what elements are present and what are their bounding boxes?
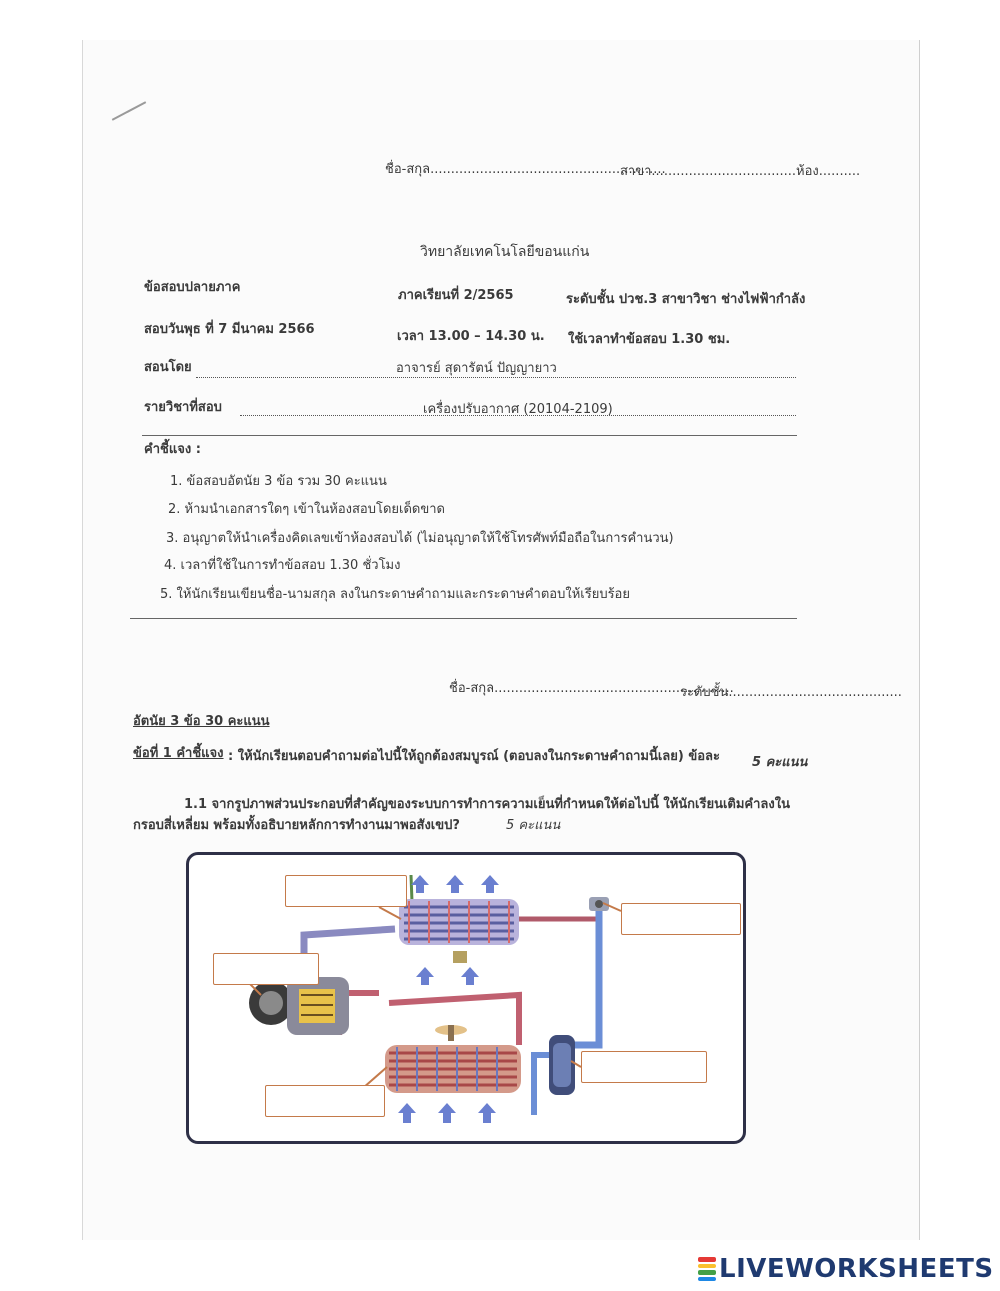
evaporator-coil	[385, 1045, 521, 1093]
question-1-1-line2: กรอบสี่เหลี่ยม พร้อมทั้งอธิบายหลักการทำงานมาพอสังเขป?	[133, 818, 460, 833]
question-1-1-line1: 1.1 จากรูปภาพส่วนประกอบที่สำคัญของระบบการทำการความเย็นที่กำหนดให้ต่อไปนี้ ให้นักเรียนเติมคำลงใน	[184, 797, 790, 812]
exam-duration: ใช้เวลาทำข้อสอบ 1.30 ชม.	[568, 332, 731, 347]
teacher-label: สอนโดย	[144, 360, 192, 375]
evaporator-airflow-arrows	[398, 1103, 496, 1123]
answer-box-condenser[interactable]	[285, 875, 407, 907]
instruction-item: 5. ให้นักเรียนเขียนชื่อ-นามสกุล ลงในกระดาษคำถามและกระดาษคำตอบให้เรียบร้อย	[160, 587, 630, 602]
semester: ภาคเรียนที่ 2/2565	[398, 288, 514, 303]
question1-label: ข้อที่ 1 คำชี้แจง	[133, 746, 224, 761]
liveworksheets-logo-icon	[698, 1256, 716, 1282]
evaporator-fan	[435, 1025, 467, 1041]
question1-points: 5 คะแนน	[752, 755, 808, 770]
divider-bottom	[130, 618, 797, 619]
answer-box-receiver-drier[interactable]	[581, 1051, 707, 1083]
teacher-name: อาจารย์ สุดารัตน์ ปัญญายาว	[396, 361, 557, 376]
name-line-2: ชื่อ-สกุล..........................................................	[449, 681, 734, 696]
exam-type: ข้อสอบปลายภาค	[144, 280, 241, 295]
subject-name: เครื่องปรับอากาศ (20104-2109)	[423, 402, 613, 417]
section-heading: อัตนัย 3 ข้อ 30 คะแนน	[133, 714, 270, 729]
liveworksheets-wordmark: LIVEWORKSHEETS	[719, 1254, 994, 1284]
level-line: ระดับชั้น..........................................	[680, 685, 902, 700]
divider-top	[142, 435, 797, 436]
receiver-drier	[549, 1035, 575, 1095]
exam-date: สอบวันพุธ ที่ 7 มีนาคม 2566	[144, 322, 315, 337]
instruction-item: 1. ข้อสอบอัตนัย 3 ข้อ รวม 30 คะแนน	[170, 474, 387, 489]
question1-text: : ให้นักเรียนตอบคำถามต่อไปนี้ให้ถูกต้องสมบูรณ์ (ตอบลงในกระดาษคำถามนี้เลย) ข้อละ	[228, 749, 720, 764]
name-line: ชื่อ-สกุล.........................................................	[385, 162, 666, 177]
instruction-item: 3. อนุญาตให้นำเครื่องคิดเลขเข้าห้องสอบได้ (ไม่อนุญาตให้ใช้โทรศัพท์มือถือในการคำนวน)	[166, 531, 674, 546]
answer-box-compressor[interactable]	[213, 953, 319, 985]
answer-box-expansion-valve[interactable]	[621, 903, 741, 935]
condenser-coil	[399, 899, 519, 945]
discharge-line	[519, 905, 599, 919]
sight-glass	[453, 951, 467, 963]
compressor	[249, 977, 349, 1035]
instruction-item: 4. เวลาที่ใช้ในการทำข้อสอบ 1.30 ชั่วโมง	[164, 558, 401, 573]
instruction-item: 2. ห้ามนำเอกสารใดๆ เข้าในห้องสอบโดยเด็ดขาด	[168, 502, 445, 517]
branch-room-line: สาขา...................................ห้อง..........	[620, 164, 861, 179]
answer-box-evaporator[interactable]	[265, 1085, 385, 1117]
level-program: ระดับชั้น ปวช.3 สาขาวิชา ช่างไฟฟ้ากำลัง	[566, 292, 806, 307]
liquid-line	[549, 905, 599, 1045]
question-1-1-points: 5 คะแนน	[506, 818, 561, 833]
college-name: วิทยาลัยเทคโนโลยีขอนแก่น	[420, 244, 590, 260]
liveworksheets-logo	[698, 1254, 994, 1284]
refrigeration-diagram	[186, 852, 746, 1144]
subject-label: รายวิชาที่สอบ	[144, 400, 222, 415]
exam-time: เวลา 13.00 – 14.30 น.	[397, 329, 545, 344]
instructions-title: คำชี้แจง :	[144, 442, 201, 457]
